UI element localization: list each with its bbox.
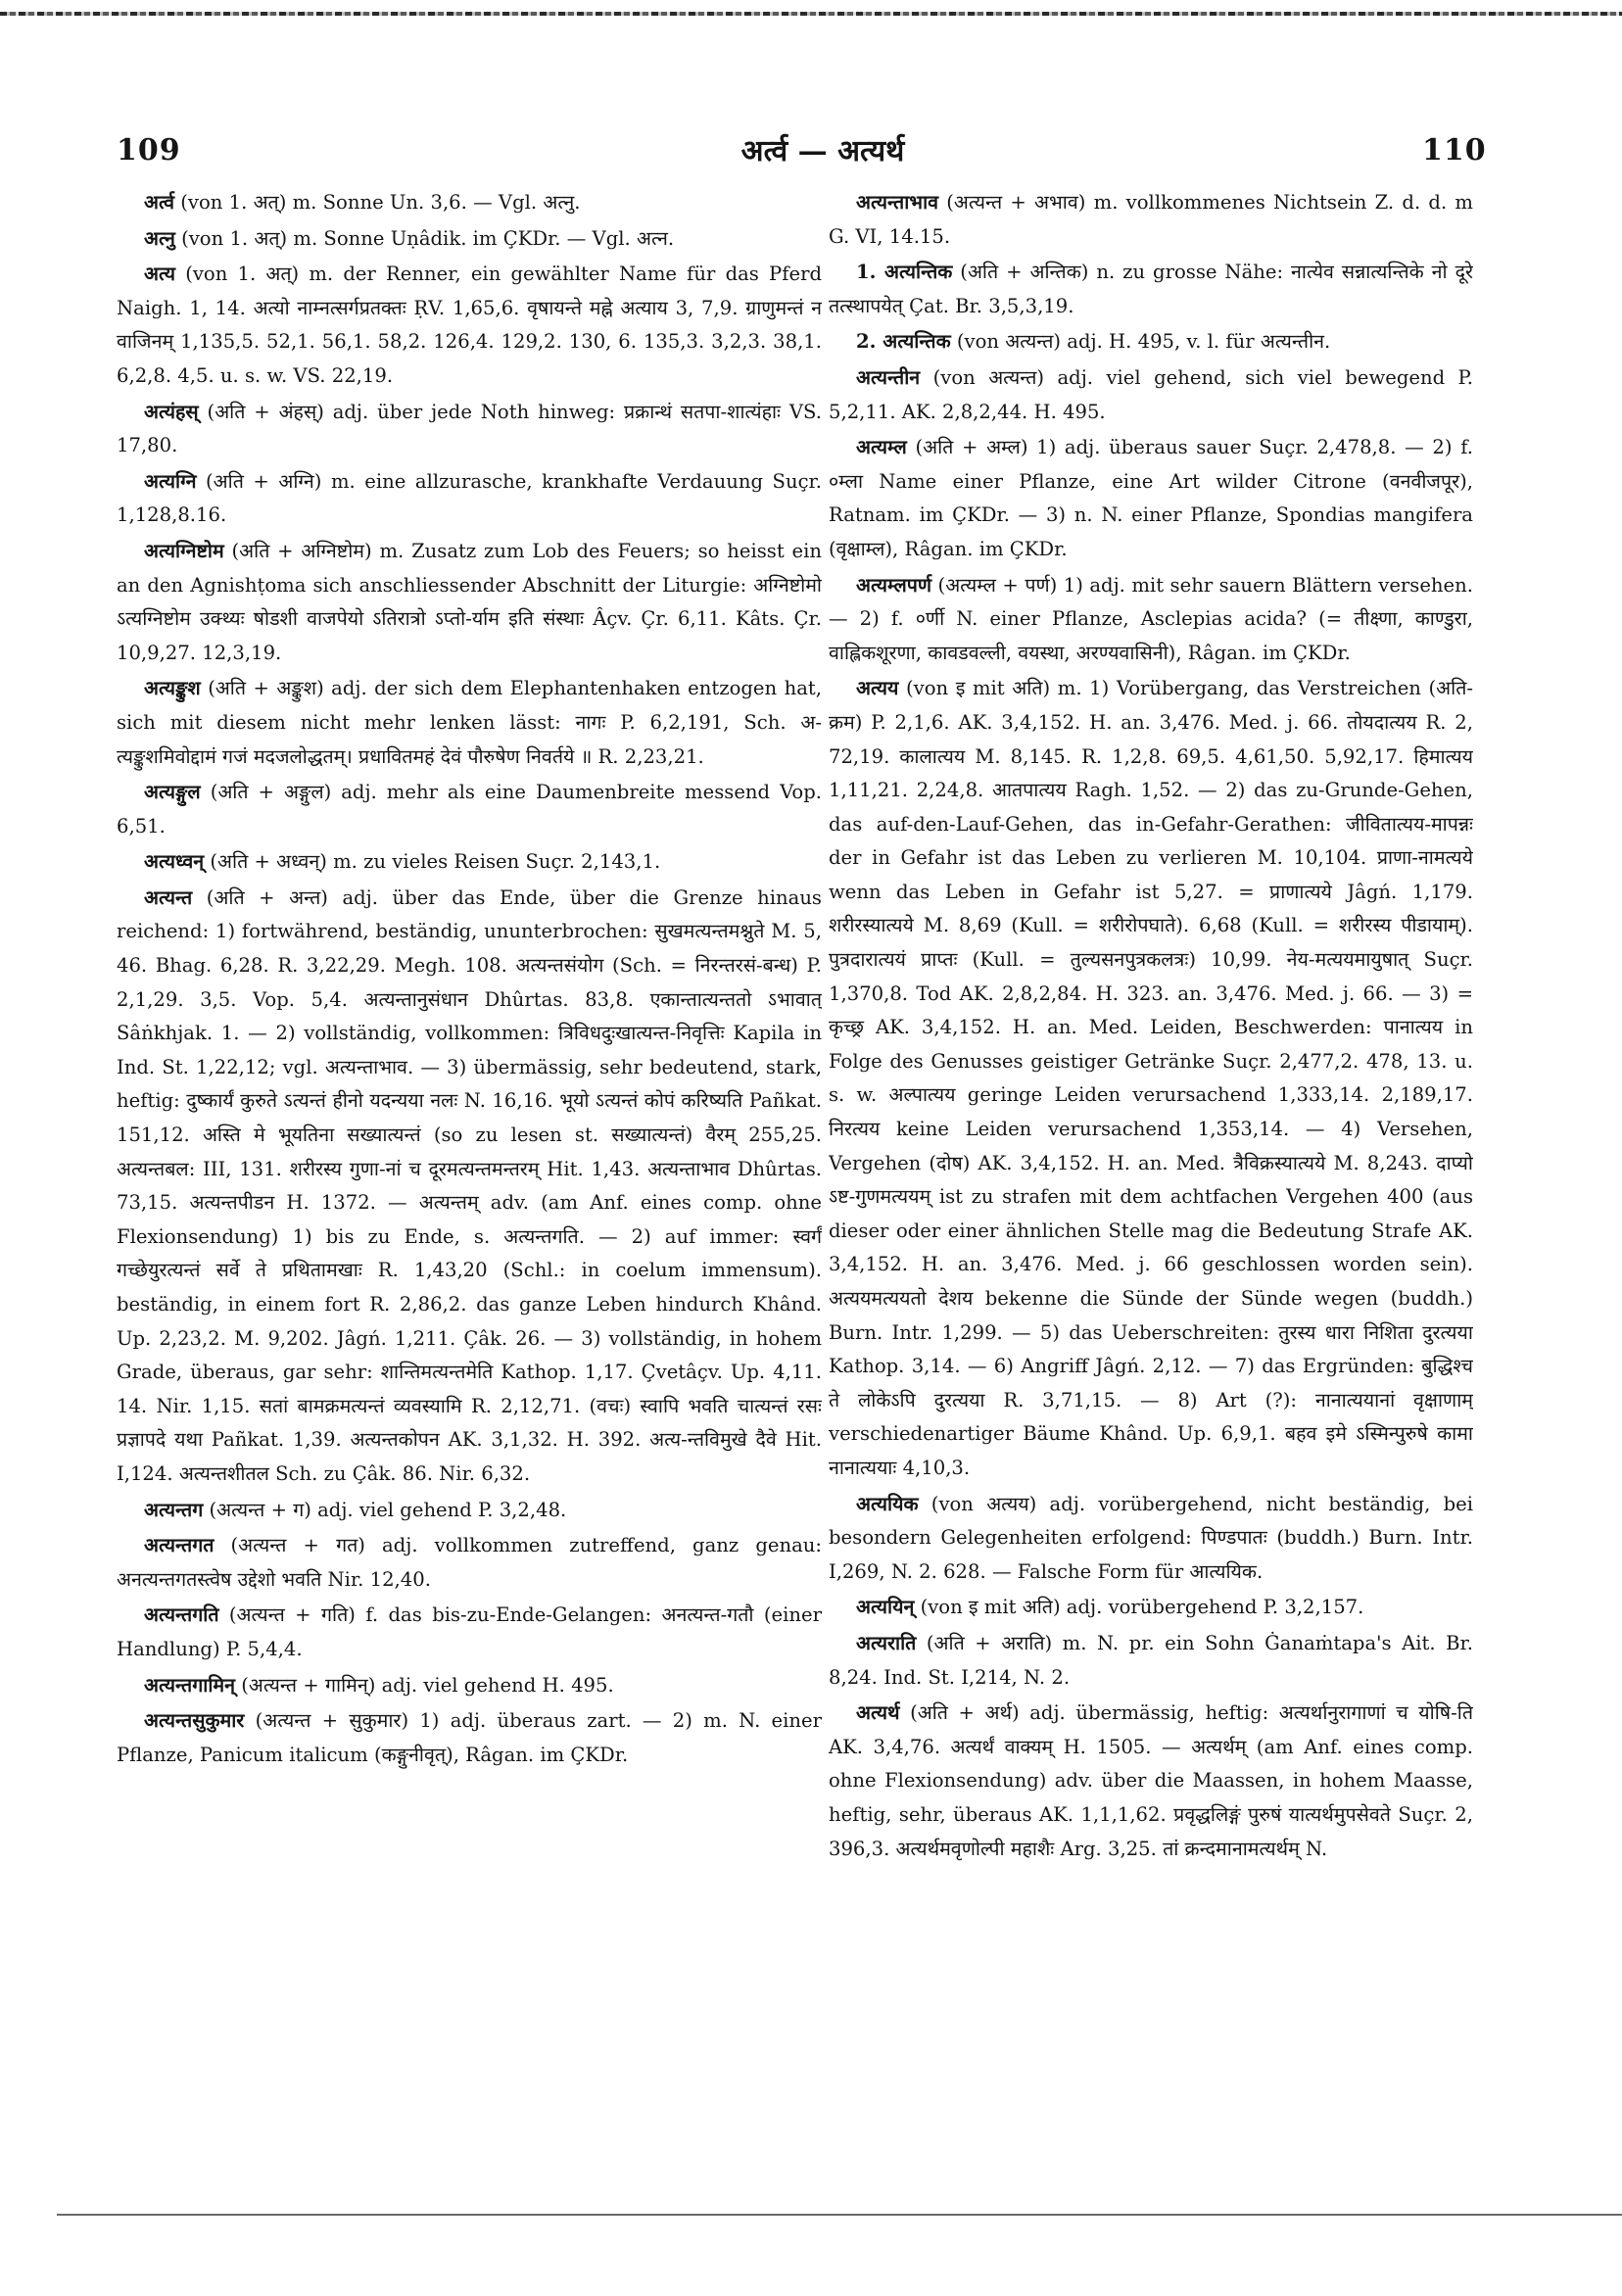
dictionary-entry <box>829 361 1473 429</box>
entry-headword: अत्यर्थ <box>856 1701 900 1725</box>
entry-body: (अत्यम्ल + पर्ण) 1) adj. mit sehr sauern Blättern versehen. — 2) f. ०र्णी N. einer Pflanze, Asclepias acida? (= तीक्ष्णा, काण्डुरा, वाह्लिकशूरणा, कावडवल्ली, वयस्था, अरण्यवासिनी), Râgan. im ÇKDr. <box>829 573 1473 664</box>
dictionary-entry <box>117 1529 822 1597</box>
dictionary-entry <box>117 1704 822 1772</box>
entry-body: (अति + अन्त) adj. über das Ende, über die Grenze hinaus reichend: 1) fortwährend, beständig, ununterbrochen: सुखमत्यन्तमश्नुते M. 5, 46. Bhag. 6,28. R. 3,22,29. Megh. 108. अत्यन्तसंयोग (Sch. = निरन्तरसं-बन्ध) P. 2,1,29. 3,5. Vop. 5,4. अत्यन्तानुसंधान Dhûrtas. 83,8. एकान्तात्यन्ततो ऽभावात् Sâṅkhjak. 1. — 2) vollständig, vollkommen: त्रिविधदुःखात्यन्त-निवृत्तिः Kapila in Ind. St. 1,22,12; vgl. अत्यन्ताभाव. — 3) übermässig, sehr bedeutend, stark, heftig: दुष्कार्यं कुरुते ऽत्यन्तं हीनो यदन्यया नलः N. 16,16. भूयो ऽत्यन्तं कोपं करिष्यति Pañkat. 151,12. अस्ति मे भूयतिना सख्यात्यन्तं (so zu lesen st. सख्यात्यन्तं) वैरम् 255,25. अत्यन्तबल: III, 131. शरीरस्य गुणा-नां च दूरमत्यन्तमन्तरम् Hit. 1,43. अत्यन्ताभाव Dhûrtas. 73,15. अत्यन्तपीडन H. 1372. — अत्यन्तम् adv. (am Anf. eines comp. ohne Flexionsendung) 1) bis zu Ende, s. अत्यन्तगति. — 2) auf immer: स्वर्गं गच्छेयुरत्यन्तं सर्वे ते प्रथितामखाः R. 1,43,20 (Schl.: in coelum immensum). beständig, in einem fort R. 2,86,2. das ganze Leben hindurch Khând. Up. 2,23,2. M. 9,202. Jâgń. 1,211. Çâk. 26. — 3) vollständig, in hohem Grade, überaus, gar sehr: शान्तिमत्यन्तमेति Kathop. 1,17. Çvetâçv. Up. 4,11. 14. Nir. 1,15. सतां बामक्रमत्यन्तं व्यवस्यामि R. 2,12,71. (वचः) स्वापि भवति चात्यन्तं रसः प्रज्ञापदे यथा Pañkat. 1,39. अत्यन्तकोपन AK. 3,1,32. H. 392. अत्य-न्तविमुखे दैवे Hit. I,124. अत्यन्तशीतल Sch. zu Çâk. 86. Nir. 6,32. <box>117 885 822 1485</box>
entry-headword: अत्यराति <box>856 1631 917 1654</box>
dictionary-entry <box>117 1494 822 1528</box>
entry-headword: अत्यन्तगति <box>144 1603 219 1627</box>
entry-headword: अत्यग्निष्टोम <box>144 539 224 562</box>
dictionary-entry <box>829 672 1473 1485</box>
entry-body: (von इ mit अति) adj. vorübergehend P. 3,2,157. <box>914 1596 1364 1619</box>
entry-body: (von अत्यन्त) adj. viel gehend, sich viel bewegend P. 5,2,11. AK. 2,8,2,44. H. 495. <box>829 365 1473 423</box>
entry-headword: अत्यन्ताभाव <box>856 191 939 214</box>
dictionary-entry <box>829 186 1473 254</box>
dictionary-entry <box>117 1669 822 1703</box>
dictionary-entry <box>829 1627 1473 1695</box>
entry-body: (अत्यन्त + सुकुमार) 1) adj. überaus zart. — 2) m. N. einer Pflanze, Panicum italicum (कङ्गुनीवृत्), Râgan. im ÇKDr. <box>117 1709 822 1766</box>
dictionary-entry <box>117 186 822 220</box>
entry-body: (अत्यन्त + गति) f. das bis-zu-Ende-Gelangen: अनत्यन्त-गतौ (einer Handlung) P. 5,4,4. <box>117 1603 822 1660</box>
dictionary-entry <box>829 569 1473 671</box>
entry-headword: अत्नु <box>144 226 175 250</box>
running-header: अर्त्व — अत्यर्थ <box>740 134 905 168</box>
entry-headword: 1. अत्यन्तिक <box>856 261 953 284</box>
entry-headword: अत्यन्तगामिन् <box>144 1673 235 1697</box>
entry-headword: अत्यङ्कुश <box>144 677 201 700</box>
dictionary-entry <box>829 1697 1473 1866</box>
dictionary-entry <box>117 882 822 1492</box>
entry-body: (अति + अङ्कुश) adj. der sich dem Elephantenhaken entzogen hat, sich mit diesem nicht mehr lenken lässt: नागः P. 6,2,191, Sch. अ-त्यङ्कुशमिवोद्दामं गजं मदजलोद्धतम्। प्रधावितमहं देवं पौरुषेण निवर्तये ॥ R. 2,23,21. <box>117 677 822 768</box>
entry-body: (von अत्यय) adj. vorübergehend, nicht beständig, bei besondern Gelegenheiten erfolgend: पिण्डपातः (buddh.) Burn. Intr. I,269, N. 2. 628. — Falsche Form für आत्ययिक. <box>829 1492 1473 1583</box>
entry-headword: अत्यध्वन् <box>144 850 205 874</box>
dictionary-entry <box>117 776 822 843</box>
entry-headword: अत्यंहस् <box>144 400 199 423</box>
entry-body: (अति + अध्वन्) m. zu vieles Reisen Suçr. 2,143,1. <box>204 850 661 874</box>
dictionary-entry <box>829 1591 1473 1625</box>
entry-headword: अत्ययिन् <box>856 1596 915 1619</box>
entry-headword: अत्यग्नि <box>144 469 197 493</box>
entry-headword: अत्यम्ल <box>856 436 907 459</box>
entry-headword: अत्यन्तसुकुमार <box>144 1709 245 1733</box>
entry-headword: अत्यन्त <box>144 885 193 909</box>
entry-headword: अत्यम्लपर्ण <box>856 573 932 597</box>
left-page-number: 109 <box>117 133 181 167</box>
entry-body: (अति + अर्थ) adj. übermässig, heftig: अत्यर्थानुरागाणां च योषि-ति AK. 3,4,76. अत्यर्थं वाक्यम् H. 1505. — अत्यर्थम् (am Anf. eines comp. ohne Flexionsendung) adv. über die Maassen, in hohem Maasse, heftig, sehr, überaus AK. 1,1,1,62. प्रवृद्धलिङ्गं पुरुषं यात्यर्थमुपसेवते Suçr. 2, 396,3. अत्यर्थमवृणोल्पी महाशैः Arg. 3,25. तां क्रन्दमानामत्यर्थम् N. <box>829 1701 1473 1860</box>
entry-headword: अत्यय <box>856 677 899 700</box>
entry-body: (von अत्यन्त) adj. H. 495, v. l. für अत्यन्तीन. <box>950 330 1331 354</box>
entry-body: (अत्यन्त + अभाव) m. vollkommenes Nichtsein Z. d. d. m G. VI, 14.15. <box>829 191 1473 248</box>
entry-headword: अत्यङ्गुल <box>144 781 201 804</box>
entry-body: (अत्यन्त + गत) adj. vollkommen zutreffend, ganz genau: अनत्यन्तगतस्त्वेष उद्देशो भवति Nir. 12,40. <box>117 1534 822 1591</box>
right-page-number: 110 <box>1422 133 1487 167</box>
entry-body: (अति + अग्नि) m. eine allzurasche, krankhafte Verdauung Suçr. 1,128,8.16. <box>117 469 822 527</box>
dictionary-entry <box>117 672 822 774</box>
top-scan-edge <box>0 12 1622 16</box>
entry-body: (अति + अग्निष्टोम) m. Zusatz zum Lob des Feuers; so heisst ein an den Agnishṭoma sich anschliessender Abschnitt der Liturgie: अग्निष्टोमो ऽत्यग्निष्टोम उक्थ्यः षोडशी वाजपेयो ऽतिरात्रो ऽप्तो-र्याम इति संस्थाः Âçv. Çr. 6,11. Kâts. Çr. 10,9,27. 12,3,19. <box>117 539 822 664</box>
entry-body: (अति + अन्तिक) n. zu grosse Nähe: नात्येव सन्नात्यन्तिके नो दूरे तत्स्थापयेत् Çat. Br. 3,5,3,19. <box>829 261 1473 317</box>
entry-body: (अति + अङ्गुल) adj. mehr als eine Daumenbreite messend Vop. 6,51. <box>117 781 822 837</box>
left-column <box>117 186 822 2184</box>
entry-headword: अत्य <box>144 263 176 286</box>
dictionary-entry <box>117 535 822 670</box>
dictionary-entry <box>829 325 1473 359</box>
dictionary-entry <box>117 845 822 880</box>
entry-body: (von इ mit अति) m. 1) Vorübergang, das Verstreichen (अति-क्रम) P. 2,1,6. AK. 3,4,152. H. an. 3,476. Med. j. 66. तोयदात्यय R. 2, 72,19. कालात्यय M. 8,145. R. 1,2,8. 69,5. 4,61,50. 5,92,17. हिमात्यय 1,11,21. 2,24,8. आतपात्यय Ragh. 1,52. — 2) das zu-Grunde-Gehen, das auf-den-Lauf-Gehen, das in-Gefahr-Gerathen: जीवितात्यय-मापन्नः der in Gefahr ist das Leben zu verlieren M. 10,104. प्राणा-नामत्यये wenn das Leben in Gefahr ist 5,27. = प्राणात्यये Jâgń. 1,179. शरीरस्यात्यये M. 8,69 (Kull. = शरीरोपघाते). 6,68 (Kull. = शरीरस्य पीडायाम्). पुत्रदारात्ययं प्राप्तः (Kull. = तुल्यसनपुत्रकलत्रः) 10,99. नेय-मत्ययमायुषात् Suçr. 1,370,8. Tod AK. 2,8,2,84. H. 323. an. 3,476. Med. j. 66. — 3) = कृच्छ्र AK. 3,4,152. H. an. Med. Leiden, Beschwerden: पानात्यय in Folge des Genusses geistiger Getränke Suçr. 2,477,2. 478, 13. u. s. w. अल्पात्यय geringe Leiden verursachend 1,333,14. 2,189,17. निरत्यय keine Leiden verursachend 1,353,14. — 4) Versehen, Vergehen (दोष) AK. 3,4,152. H. an. Med. त्रैविक्रस्यात्यये M. 8,243. दाप्यो ऽष्ट-गुणमत्ययम् ist zu strafen mit dem achtfachen Vergehen 400 (aus dieser oder einer ähnlichen Stelle mag die Bedeutung Strafe AK. 3,4,152. H. an. 3,476. Med. j. 66 geschlossen worden sein). अत्ययमत्ययतो देशय bekenne die Sünde der Sünde wegen (buddh.) Burn. Intr. 1,299. — 5) das Ueberschreiten: तुरस्य धारा निशिता दुरत्यया Kathop. 3,14. — 6) Angriff Jâgń. 2,12. — 7) das Ergründen: बुद्धिश्च ते लोकेऽपि दुरत्यया R. 3,71,15. — 8) Art (?): नानात्ययानां वृक्षाणाम् verschiedenartiger Bäume Khând. Up. 6,9,1. बहव इमे ऽस्मिन्पुरुषे कामा नानात्ययाः 4,10,3. <box>829 677 1473 1479</box>
entry-headword: अत्यन्तग <box>144 1498 204 1521</box>
entry-body: (अत्यन्त + गामिन्) adj. viel gehend H. 495. <box>235 1673 614 1697</box>
entry-body: (अति + अंहस्) adj. über jede Noth hinweg: प्रक्रान्थं सतपा-शात्यंहाः VS. 17,80. <box>117 400 822 457</box>
dictionary-entry <box>117 258 822 393</box>
entry-body: (von 1. अत्) m. Sonne Un. 3,6. — Vgl. अत्नु. <box>174 191 581 214</box>
entry-body: (अत्यन्त + ग) adj. viel gehend P. 3,2,48. <box>203 1498 567 1521</box>
entry-body: (अति + अम्ल) 1) adj. überaus sauer Suçr. 2,478,8. — 2) f. ०म्ला Name einer Pflanze, eine Art wilder Citrone (वनवीजपूर), Ratnam. im ÇKDr. — 3) n. N. einer Pflanze, Spondias mangifera (वृक्षाम्ल), Râgan. im ÇKDr. <box>829 436 1473 560</box>
entry-body: (अति + अराति) m. N. pr. ein Sohn Ġanaṁtapa's Ait. Br. 8,24. Ind. St. I,214, N. 2. <box>829 1631 1473 1689</box>
bottom-rule <box>57 2214 1622 2216</box>
dictionary-entry <box>829 1488 1473 1590</box>
entry-headword: अत्यन्तगत <box>144 1534 215 1557</box>
dictionary-entry <box>117 396 822 463</box>
entry-headword: 2. अत्यन्तिक <box>856 330 951 354</box>
entry-headword: अर्त्व <box>144 191 175 214</box>
entry-body: (von 1. अत्) m. der Renner, ein gewählter Name für das Pferd Naigh. 1, 14. अत्यो नाम्नत्सर्गप्रतक्तः ṚV. 1,65,6. वृषायन्ते मह्ने अत्याय 3, 7,9. ग्राणुमन्तं न वाजिनम् 1,135,5. 52,1. 56,1. 58,2. 126,4. 129,2. 130, 6. 135,3. 3,2,3. 38,1. 6,2,8. 4,5. u. s. w. VS. 22,19. <box>117 263 822 387</box>
entry-headword: अत्ययिक <box>856 1492 919 1515</box>
dictionary-entry <box>117 465 822 533</box>
dictionary-entry <box>117 222 822 257</box>
dictionary-entry <box>829 431 1473 566</box>
entry-body: (von 1. अत्) m. Sonne Uṇâdik. im ÇKDr. — Vgl. अत्न. <box>174 226 675 250</box>
dictionary-entry <box>829 256 1473 323</box>
right-column <box>829 186 1473 2184</box>
dictionary-entry <box>117 1599 822 1666</box>
entry-headword: अत्यन्तीन <box>856 365 921 389</box>
